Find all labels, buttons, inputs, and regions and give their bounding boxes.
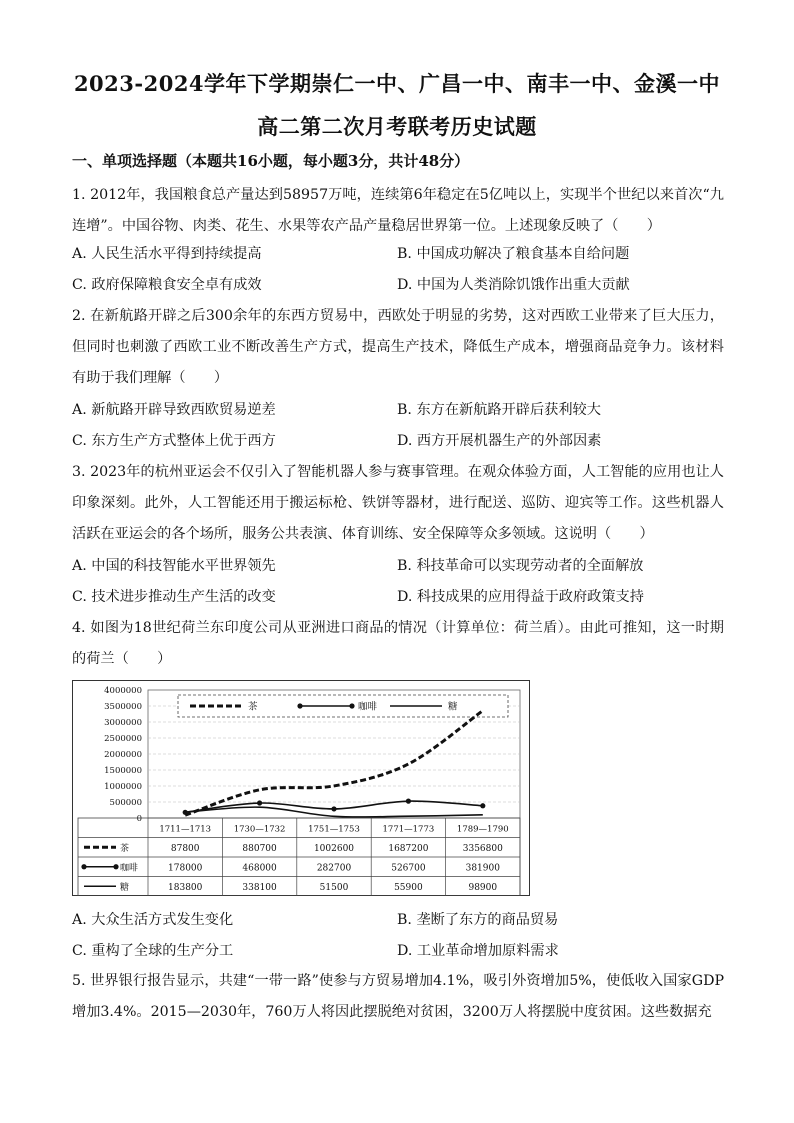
series-line-1-marker (331, 806, 336, 811)
y-tick-label: 3500000 (104, 702, 142, 712)
question-4-option-c[interactable]: C. 重构了全球的生产分工 (72, 943, 234, 959)
legend-swatch-marker (349, 703, 354, 708)
question-2-stem: 2. 在新航路开辟之后300余年的东西方贸易中，西欧处于明显的劣势，这对西欧工业带来了巨大压力，但同时也刺激了西欧工业不断改善生产方式，提高生产技术，降低生产成本，增强商品竞争力。该材料有助于我们理解（ ） (72, 308, 724, 386)
question-1-option-b[interactable]: B. 中国成功解决了粮食基本自给问题 (397, 246, 630, 262)
data-label: 55900 (394, 882, 423, 893)
x-tick-label: 1789—1790 (456, 824, 509, 835)
data-label: 51500 (319, 882, 349, 893)
legend-label: 糖 (448, 701, 458, 713)
x-tick-label: 1711—1713 (159, 824, 212, 835)
table-legend-swatch-marker (113, 864, 118, 869)
question-4-option-d[interactable]: D. 工业革命增加原料需求 (397, 943, 559, 959)
question-2-option-a[interactable]: A. 新航路开辟导致西欧贸易逆差 (72, 402, 276, 418)
question-4-option-a[interactable]: A. 大众生活方式发生变化 (72, 912, 234, 928)
legend-label: 咖啡 (358, 701, 378, 713)
table-series-label: 茶 (120, 843, 130, 854)
question-3-option-a[interactable]: A. 中国的科技智能水平世界领先 (72, 558, 276, 574)
data-label: 338100 (242, 882, 277, 893)
x-tick-label: 1771—1773 (382, 824, 435, 835)
y-tick-label: 4000000 (104, 686, 142, 696)
y-tick-label: 3000000 (104, 718, 142, 728)
question-1-stem: 1. 2012年，我国粮食总产量达到58957万吨，连续第6年稳定在5亿吨以上，实现半个世纪以来首次“九连增”。中国谷物、肉类、花生、水果等农产品产量稳居世界第一位。上述现象反映了（ ） (72, 187, 724, 234)
data-label: 880700 (242, 843, 277, 854)
data-label: 282700 (316, 863, 352, 874)
question-3-option-b[interactable]: B. 科技革命可以实现劳动者的全面解放 (397, 558, 644, 574)
section-heading: 一、单项选择题（本题共16小题，每小题3分，共计48分） (72, 152, 470, 170)
y-tick-label: 0 (136, 814, 142, 824)
question-4-stem: 4. 如图为18世纪荷兰东印度公司从亚洲进口商品的情况（计算单位：荷兰盾）。由此可推知，这一时期的荷兰（ ） (72, 620, 724, 667)
question-2-option-d[interactable]: D. 西方开展机器生产的外部因素 (397, 433, 602, 449)
y-tick-label: 2000000 (104, 750, 142, 760)
question-2-option-b[interactable]: B. 东方在新航路开辟后获利较大 (397, 402, 601, 418)
data-label: 1687200 (388, 843, 429, 854)
y-tick-label: 1500000 (104, 766, 142, 776)
table-series-label: 咖啡 (120, 863, 139, 874)
exam-title-line2: 高二第二次月考联考历史试题 (257, 114, 537, 139)
data-label: 87800 (170, 843, 200, 854)
question-1-option-a[interactable]: A. 人民生活水平得到持续提高 (72, 246, 262, 262)
question-4-option-b[interactable]: B. 垄断了东方的商品贸易 (397, 912, 559, 928)
question-1-option-c[interactable]: C. 政府保障粮食安全卓有成效 (72, 277, 262, 293)
y-tick-label: 2500000 (104, 734, 142, 744)
x-tick-label: 1730—1732 (233, 824, 286, 835)
question-3-option-d[interactable]: D. 科技成果的应用得益于政府政策支持 (397, 589, 644, 605)
series-line-1-marker (257, 800, 262, 805)
data-label: 3356800 (462, 843, 503, 854)
question-2-option-c[interactable]: C. 东方生产方式整体上优于西方 (72, 433, 276, 449)
exam-title-line1: 2023-2024学年下学期崇仁一中、广昌一中、南丰一中、金溪一中 (73, 71, 721, 96)
data-label: 468000 (242, 863, 277, 874)
question-1-option-d[interactable]: D. 中国为人类消除饥饿作出重大贡献 (397, 277, 630, 293)
data-label: 98900 (468, 882, 498, 893)
question-3-stem: 3. 2023年的杭州亚运会不仅引入了智能机器人参与赛事管理。在观众体验方面，人工智能的应用也让人印象深刻。此外，人工智能还用于搬运标枪、铁饼等器材，进行配送、巡防、迎宾等工作。这些机器人活跃在亚运会的各个场所，服务公共表演、体育训练、安全保障等众多领域。这说明（ ） (72, 464, 724, 542)
data-label: 1002600 (313, 843, 355, 854)
x-tick-label: 1751—1753 (308, 824, 360, 835)
series-line-1-marker (406, 799, 411, 804)
series-line-1-marker (480, 803, 485, 808)
import-chart (72, 680, 530, 896)
data-label: 526700 (391, 863, 426, 874)
data-label: 183800 (168, 882, 203, 893)
table-legend-swatch-marker (81, 864, 86, 869)
data-label: 381900 (465, 863, 500, 874)
table-series-label: 糖 (120, 882, 130, 893)
legend-swatch-marker (297, 703, 302, 708)
question-5-stem: 5. 世界银行报告显示，共建“一带一路”使参与方贸易增加4.1%，吸引外资增加5%，使低收入国家GDP增加3.4%。2015—2030年，760万人将因此摆脱绝对贫困，3200万人将摆脱中度贫困。这些数据充 (72, 973, 724, 1020)
legend-label: 茶 (248, 701, 258, 713)
data-label: 178000 (168, 863, 203, 874)
question-3-option-c[interactable]: C. 技术进步推动生产生活的改变 (72, 589, 276, 605)
y-tick-label: 1000000 (104, 782, 142, 792)
y-tick-label: 500000 (109, 798, 142, 808)
